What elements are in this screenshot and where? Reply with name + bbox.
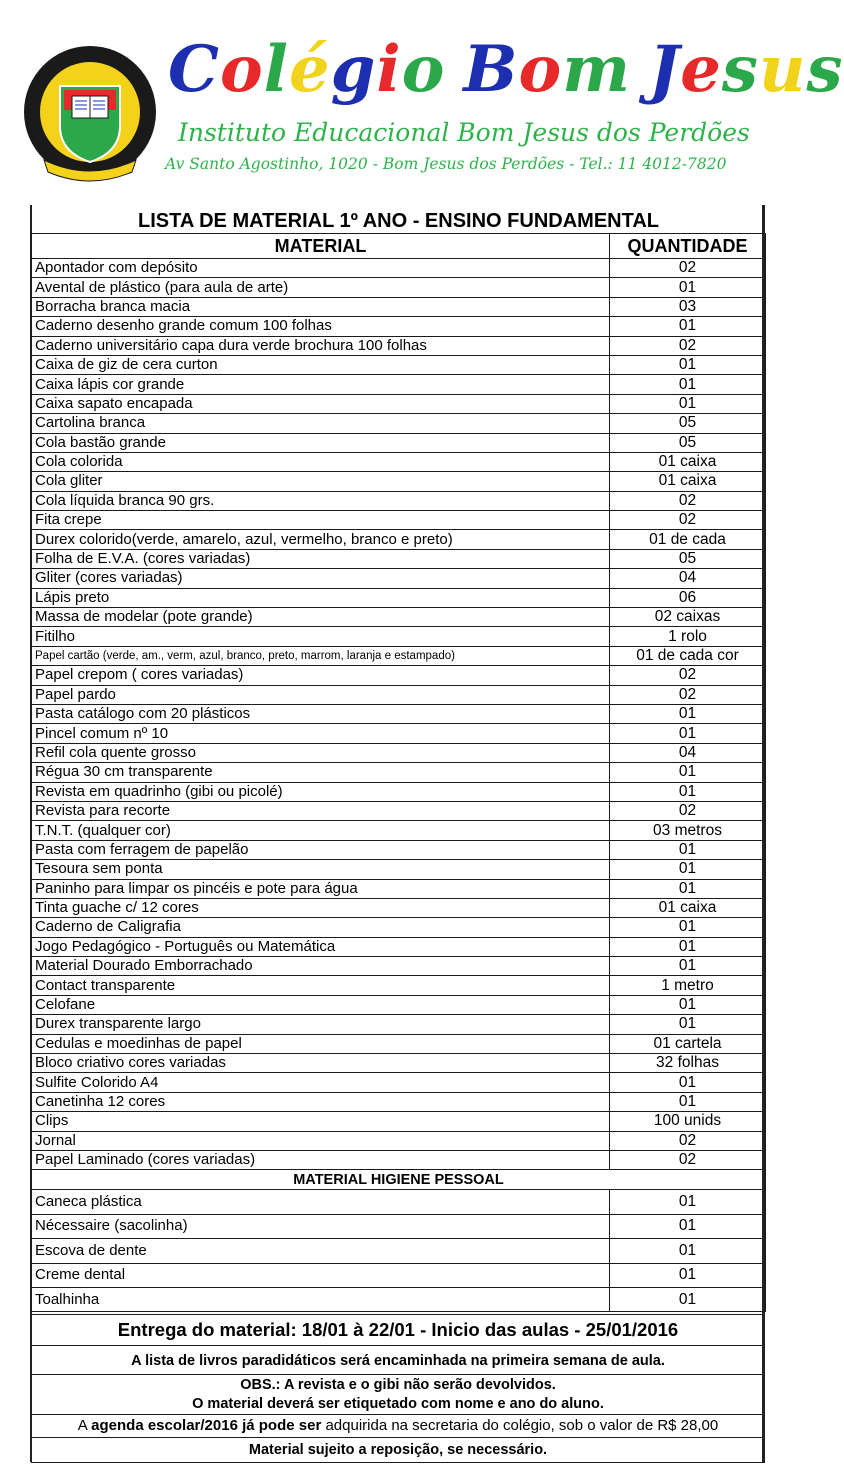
item-quantity: 01 (610, 995, 766, 1014)
item-name: Folha de E.V.A. (cores variadas) (32, 549, 610, 568)
item-name: Cola gliter (32, 472, 610, 491)
table-row (32, 1054, 766, 1073)
school-name-letter: o (219, 32, 264, 107)
school-name-letter: e (680, 32, 722, 107)
item-quantity: 04 (610, 569, 766, 588)
school-name-letter: é (288, 32, 331, 107)
item-name: Papel Laminado (cores variadas) (32, 1150, 610, 1169)
item-name: Caderno universitário capa dura verde brochura 100 folhas (32, 336, 610, 355)
table-row (32, 259, 766, 278)
item-quantity: 01 caixa (610, 898, 766, 917)
school-name-letter: l (263, 32, 289, 107)
school-name-letter: u (758, 32, 807, 107)
item-name: Canetinha 12 cores (32, 1092, 610, 1111)
item-name: Cedulas e moedinhas de papel (32, 1034, 610, 1053)
table-row (32, 976, 766, 995)
item-name: Tinta guache c/ 12 cores (32, 898, 610, 917)
item-quantity: 02 (610, 666, 766, 685)
table-row (32, 278, 766, 297)
item-name: Avental de plástico (para aula de arte) (32, 278, 610, 297)
table-row (32, 957, 766, 976)
item-quantity: 01 (610, 724, 766, 743)
table-row (32, 452, 766, 471)
school-name-letter: B (463, 32, 519, 107)
item-quantity: 01 cartela (610, 1034, 766, 1053)
table-row (32, 1239, 766, 1263)
table-row (32, 840, 766, 859)
item-name: Revista em quadrinho (gibi ou picolé) (32, 782, 610, 801)
item-quantity: 02 (610, 1131, 766, 1150)
item-quantity: 01 (610, 763, 766, 782)
item-quantity: 02 caixas (610, 608, 766, 627)
table-row (32, 1015, 766, 1034)
item-quantity: 01 (610, 278, 766, 297)
table-row (32, 743, 766, 762)
item-quantity: 06 (610, 588, 766, 607)
table-row (32, 511, 766, 530)
item-name: Lápis preto (32, 588, 610, 607)
item-name: Régua 30 cm transparente (32, 763, 610, 782)
table-row (32, 1287, 766, 1311)
table-row (32, 1263, 766, 1287)
table-row (32, 608, 766, 627)
item-quantity: 05 (610, 433, 766, 452)
hygiene-section-row (32, 1170, 766, 1190)
item-name: Papel crepom ( cores variadas) (32, 666, 610, 685)
item-name: Cola líquida branca 90 grs. (32, 491, 610, 510)
item-quantity: 03 metros (610, 821, 766, 840)
item-quantity: 01 (610, 355, 766, 374)
school-name-letter: i (376, 32, 402, 107)
item-name: Caderno desenho grande comum 100 folhas (32, 317, 610, 336)
table-row (32, 588, 766, 607)
item-name: Cola bastão grande (32, 433, 610, 452)
item-name: Material Dourado Emborrachado (32, 957, 610, 976)
item-quantity: 01 (610, 840, 766, 859)
item-quantity: 32 folhas (610, 1054, 766, 1073)
item-name: Caixa lápis cor grande (32, 375, 610, 394)
table-row (32, 1190, 766, 1214)
item-name: Apontador com depósito (32, 259, 610, 278)
hygiene-section-title: MATERIAL HIGIENE PESSOAL (32, 1170, 766, 1190)
table-row (32, 375, 766, 394)
table-row (32, 995, 766, 1014)
item-name: Toalhinha (32, 1287, 610, 1311)
table-row (32, 569, 766, 588)
table-row (32, 297, 766, 316)
item-quantity: 1 metro (610, 976, 766, 995)
item-quantity: 02 (610, 259, 766, 278)
school-name-letter: m (562, 32, 631, 107)
school-address: Av Santo Agostinho, 1020 - Bom Jesus dos Perdões - Tel.: 11 4012-7820 (165, 155, 727, 173)
item-name: Contact transparente (32, 976, 610, 995)
item-quantity: 01 (610, 317, 766, 336)
item-quantity: 02 (610, 801, 766, 820)
table-row (32, 1073, 766, 1092)
table-row (32, 1131, 766, 1150)
agenda-bold: agenda escolar/2016 já pode ser (91, 1417, 322, 1434)
item-name: Sulfite Colorido A4 (32, 1073, 610, 1092)
item-quantity: 02 (610, 685, 766, 704)
item-quantity: 01 (610, 937, 766, 956)
item-name: Celofane (32, 995, 610, 1014)
item-name: Caneca plástica (32, 1190, 610, 1214)
item-name: Caderno de Caligrafia (32, 918, 610, 937)
item-name: Borracha branca macia (32, 297, 610, 316)
school-name-letter: s (721, 32, 759, 107)
item-name: Clips (32, 1112, 610, 1131)
item-quantity: 01 (610, 1073, 766, 1092)
item-quantity: 01 (610, 704, 766, 723)
item-name: Tesoura sem ponta (32, 860, 610, 879)
table-row (32, 1092, 766, 1111)
item-quantity: 02 (610, 511, 766, 530)
item-quantity: 01 (610, 1239, 766, 1263)
table-row (32, 646, 766, 665)
item-quantity: 01 (610, 918, 766, 937)
item-name: Jogo Pedagógico - Português ou Matemática (32, 937, 610, 956)
item-name: Jornal (32, 1131, 610, 1150)
table-row (32, 336, 766, 355)
table-row (32, 394, 766, 413)
item-name: T.N.T. (qualquer cor) (32, 821, 610, 840)
column-header-material: MATERIAL (32, 234, 610, 259)
table-row (32, 530, 766, 549)
table-row (32, 666, 766, 685)
column-header-quantity: QUANTIDADE (610, 234, 766, 259)
item-quantity: 02 (610, 336, 766, 355)
item-quantity: 01 caixa (610, 472, 766, 491)
page-title: LISTA DE MATERIAL 1º ANO - ENSINO FUNDAMENTAL (138, 210, 659, 232)
table-row (32, 704, 766, 723)
table-row (32, 317, 766, 336)
school-name-letter: g (330, 32, 377, 107)
table-row (32, 821, 766, 840)
table-row (32, 1214, 766, 1238)
item-name: Papel pardo (32, 685, 610, 704)
table-row (32, 472, 766, 491)
item-name: Durex colorido(verde, amarelo, azul, vermelho, branco e preto) (32, 530, 610, 549)
table-row (32, 1034, 766, 1053)
school-header (0, 0, 844, 195)
item-name: Fitilho (32, 627, 610, 646)
table-row (32, 627, 766, 646)
item-name: Caixa sapato encapada (32, 394, 610, 413)
item-quantity: 01 (610, 1287, 766, 1311)
item-quantity: 01 (610, 394, 766, 413)
item-name: Cartolina branca (32, 414, 610, 433)
item-quantity: 100 unids (610, 1112, 766, 1131)
school-name-letter: C (168, 32, 220, 107)
item-name: Gliter (cores variadas) (32, 569, 610, 588)
table-row (32, 860, 766, 879)
school-name (168, 32, 844, 107)
table-row (32, 685, 766, 704)
replacement-note: Material sujeito a reposição, se necessário. (31, 1437, 765, 1463)
item-name: Caixa de giz de cera curton (32, 355, 610, 374)
item-quantity: 01 (610, 1015, 766, 1034)
material-table (31, 233, 766, 1312)
table-row (32, 763, 766, 782)
item-quantity: 02 (610, 491, 766, 510)
item-name: Escova de dente (32, 1239, 610, 1263)
table-row (32, 801, 766, 820)
item-name: Creme dental (32, 1263, 610, 1287)
table-row (32, 898, 766, 917)
table-row (32, 491, 766, 510)
item-quantity: 01 (610, 1092, 766, 1111)
item-quantity: 01 caixa (610, 452, 766, 471)
item-quantity: 01 (610, 1263, 766, 1287)
item-name: Refil cola quente grosso (32, 743, 610, 762)
item-quantity: 01 (610, 1190, 766, 1214)
table-header-row (32, 234, 766, 259)
label-note: O material deverá ser etiquetado com nome e ano do aluno. (192, 1396, 604, 1412)
item-name: Fita crepe (32, 511, 610, 530)
school-name-letter: o (401, 32, 446, 107)
school-logo (20, 44, 160, 184)
item-name: Papel cartão (verde, am., verm, azul, branco, preto, marrom, laranja e estampado) (32, 646, 610, 665)
item-quantity: 01 (610, 879, 766, 898)
item-quantity: 04 (610, 743, 766, 762)
agenda-prefix: A (77, 1417, 92, 1434)
item-name: Bloco criativo cores variadas (32, 1054, 610, 1073)
table-row (32, 414, 766, 433)
item-name: Pasta catálogo com 20 plásticos (32, 704, 610, 723)
delivery-info: Entrega do material: 18/01 à 22/01 - Inicio das aulas - 25/01/2016 (31, 1314, 765, 1345)
school-name-letter: o (518, 32, 563, 107)
item-quantity: 01 (610, 375, 766, 394)
item-name: Durex transparente largo (32, 1015, 610, 1034)
item-name: Cola colorida (32, 452, 610, 471)
material-items (32, 259, 766, 1312)
table-row (32, 549, 766, 568)
table-row (32, 918, 766, 937)
item-quantity: 05 (610, 414, 766, 433)
item-name: Revista para recorte (32, 801, 610, 820)
item-name: Massa de modelar (pote grande) (32, 608, 610, 627)
table-row (32, 879, 766, 898)
item-quantity: 1 rolo (610, 627, 766, 646)
books-note: A lista de livros paradidáticos será encaminhada na primeira semana de aula. (31, 1345, 765, 1375)
item-name: Paninho para limpar os pincéis e pote para água (32, 879, 610, 898)
table-row (32, 355, 766, 374)
item-quantity: 01 (610, 782, 766, 801)
agenda-rest: adquirida na secretaria do colégio, sob o valor de R$ 28,00 (321, 1417, 719, 1434)
obs-note: OBS.: A revista e o gibi não serão devolvidos. (31, 1374, 765, 1395)
table-row (32, 1112, 766, 1131)
table-row (32, 1150, 766, 1169)
school-name-letter: J (648, 32, 681, 107)
item-quantity: 05 (610, 549, 766, 568)
item-quantity: 01 (610, 1214, 766, 1238)
table-row (32, 782, 766, 801)
item-quantity: 01 de cada cor (610, 646, 766, 665)
school-subtitle: Instituto Educacional Bom Jesus dos Perdões (178, 118, 750, 147)
item-name: Nécessaire (sacolinha) (32, 1214, 610, 1238)
item-quantity: 01 de cada (610, 530, 766, 549)
table-row (32, 937, 766, 956)
agenda-note (31, 1414, 765, 1437)
item-name: Pasta com ferragem de papelão (32, 840, 610, 859)
table-row (32, 724, 766, 743)
item-quantity: 01 (610, 860, 766, 879)
table-row (32, 433, 766, 452)
item-quantity: 01 (610, 957, 766, 976)
school-name-letter: s (806, 32, 844, 107)
item-quantity: 02 (610, 1150, 766, 1169)
item-name: Pincel comum nº 10 (32, 724, 610, 743)
item-quantity: 03 (610, 297, 766, 316)
